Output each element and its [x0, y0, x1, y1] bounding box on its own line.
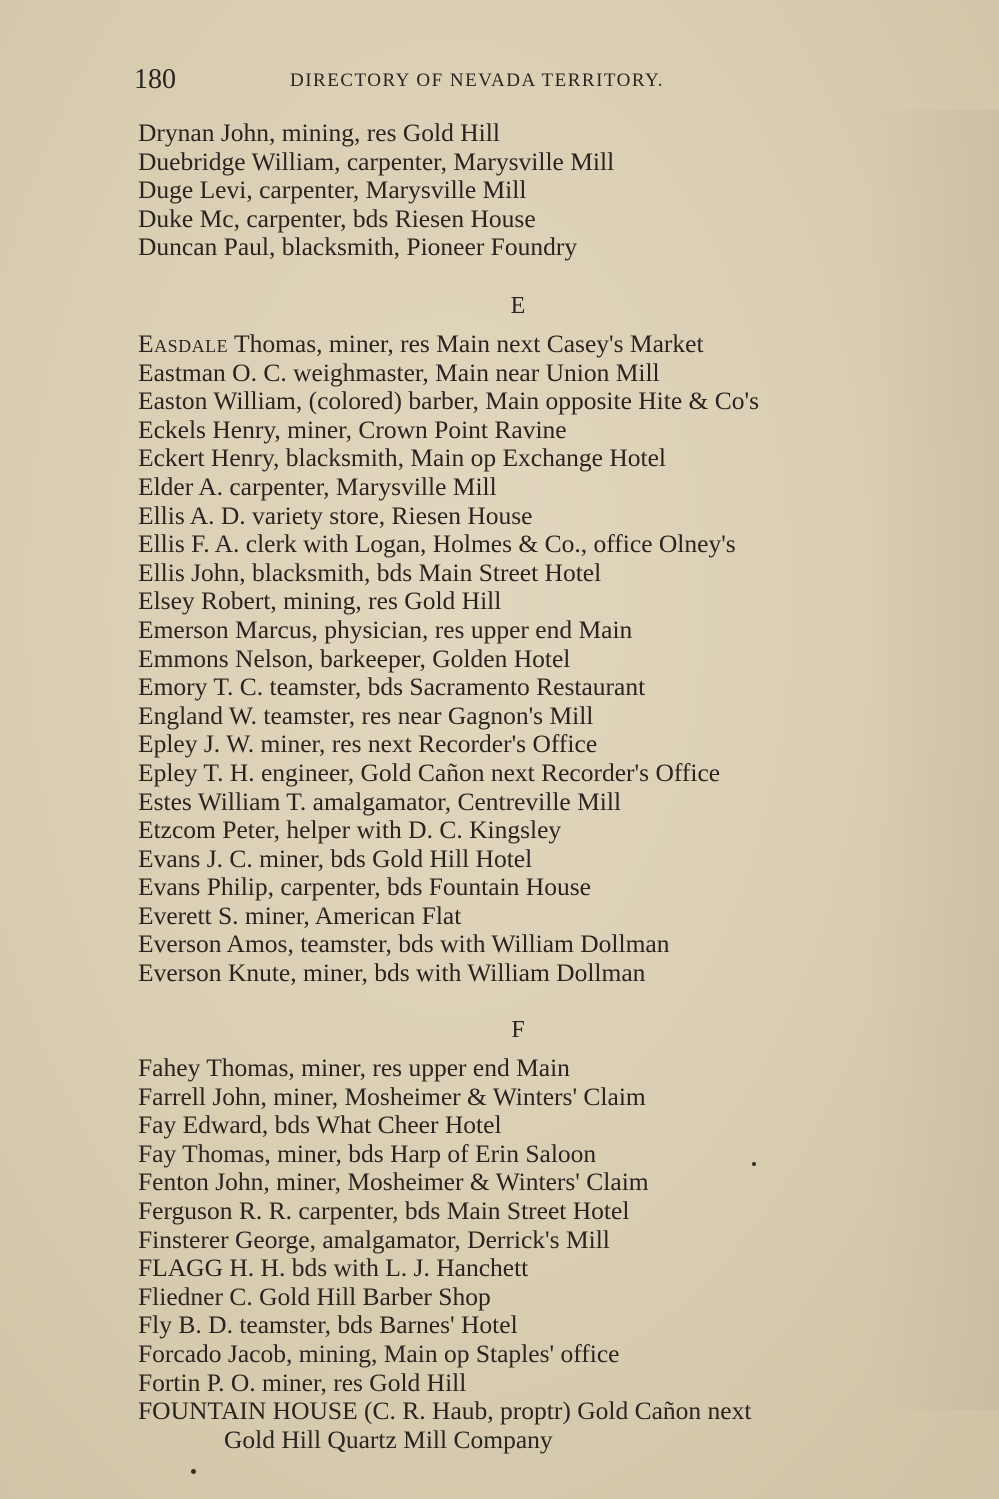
section-d [138, 119, 938, 262]
directory-entry: Estes William T. amalgamator, Centreville Mill [138, 786, 622, 816]
directory-entry: Duncan Paul, blacksmith, Pioneer Foundry [138, 232, 578, 262]
directory-entry: Ferguson R. R. carpenter, bds Main Street Hotel [138, 1195, 630, 1225]
directory-entry: Drynan John, mining, res Gold Hill [138, 118, 500, 147]
directory-entry: Ellis A. D. variety store, Riesen House [138, 500, 533, 530]
directory-entry: Emory T. C. teamster, bds Sacramento Restaurant [138, 672, 646, 702]
directory-entry: Emmons Nelson, barkeeper, Golden Hotel [138, 643, 571, 673]
section-letter-f: F [511, 1017, 525, 1043]
directory-entry: Everson Amos, teamster, bds with William Dollman [138, 929, 670, 959]
entry-name-small-caps: Easdale [138, 329, 229, 358]
directory-entry [138, 330, 938, 359]
directory-entry: Duebridge William, carpenter, Marysville Mill [138, 146, 615, 176]
directory-entry: Epley J. W. miner, res next Recorder's Office [138, 729, 598, 759]
directory-entry: Fay Edward, bds What Cheer Hotel [138, 1110, 502, 1140]
section-f [138, 1054, 938, 1454]
directory-entry: Evans Philip, carpenter, bds Fountain House [138, 872, 591, 902]
ink-speck [191, 1469, 196, 1474]
directory-entry: Farrell John, miner, Mosheimer & Winters' Claim [138, 1081, 646, 1111]
directory-entry: Fliedner C. Gold Hill Barber Shop [138, 1281, 491, 1311]
section-e [138, 330, 938, 988]
page-header [134, 64, 894, 98]
section-letter-e: E [510, 293, 526, 319]
directory-entry: Fenton John, miner, Mosheimer & Winters' Claim [138, 1167, 649, 1197]
directory-entry: Forcado Jacob, mining, Main op Staples' office [138, 1338, 620, 1368]
directory-entry: Finsterer George, amalgamator, Derrick's Mill [138, 1224, 610, 1254]
directory-entry: Easton William, (colored) barber, Main opposite Hite & Co's [138, 386, 760, 416]
directory-entry: Everett S. miner, American Flat [138, 900, 462, 930]
directory-entry: Everson Knute, miner, bds with William Dollman [138, 958, 646, 988]
directory-entry: FOUNTAIN HOUSE (C. R. Haub, proptr) Gold Cañon next [138, 1396, 752, 1426]
directory-entry: Fahey Thomas, miner, res upper end Main [138, 1053, 570, 1082]
directory-entry: Elder A. carpenter, Marysville Mill [138, 471, 497, 501]
directory-entry: FLAGG H. H. bds with L. J. Hanchett [138, 1253, 529, 1283]
directory-entry: Evans J. C. miner, bds Gold Hill Hotel [138, 843, 533, 873]
directory-entry: Emerson Marcus, physician, res upper end Main [138, 614, 633, 644]
page-number: 180 [134, 64, 176, 95]
ink-speck [752, 1162, 756, 1166]
directory-entry: Eckels Henry, miner, Crown Point Ravine [138, 414, 567, 444]
directory-entry: Epley T. H. engineer, Gold Cañon next Recorder's Office [138, 757, 721, 787]
directory-entry: Fay Thomas, miner, bds Harp of Erin Saloon [138, 1138, 597, 1168]
directory-entry: Fly B. D. teamster, bds Barnes' Hotel [138, 1310, 518, 1340]
directory-entry: Duke Mc, carpenter, bds Riesen House [138, 203, 536, 233]
directory-entry: Fortin P. O. miner, res Gold Hill [138, 1367, 467, 1397]
directory-entry: Eastman O. C. weighmaster, Main near Union Mill [138, 357, 660, 387]
running-title: DIRECTORY OF NEVADA TERRITORY. [290, 70, 665, 91]
directory-entry: Elsey Robert, mining, res Gold Hill [138, 586, 502, 616]
entry-rest: Thomas, miner, res Main next Casey's Market [234, 329, 704, 358]
directory-entry-continuation: Gold Hill Quartz Mill Company [224, 1424, 553, 1454]
directory-entry: England W. teamster, res near Gagnon's Mill [138, 700, 594, 730]
directory-entry: Ellis F. A. clerk with Logan, Holmes & Co., office Olney's [138, 529, 736, 559]
directory-entry: Eckert Henry, blacksmith, Main op Exchange Hotel [138, 443, 667, 473]
directory-entry: Duge Levi, carpenter, Marysville Mill [138, 175, 527, 205]
directory-entry: Etzcom Peter, helper with D. C. Kingsley [138, 815, 562, 845]
directory-entry: Ellis John, blacksmith, bds Main Street Hotel [138, 557, 602, 587]
